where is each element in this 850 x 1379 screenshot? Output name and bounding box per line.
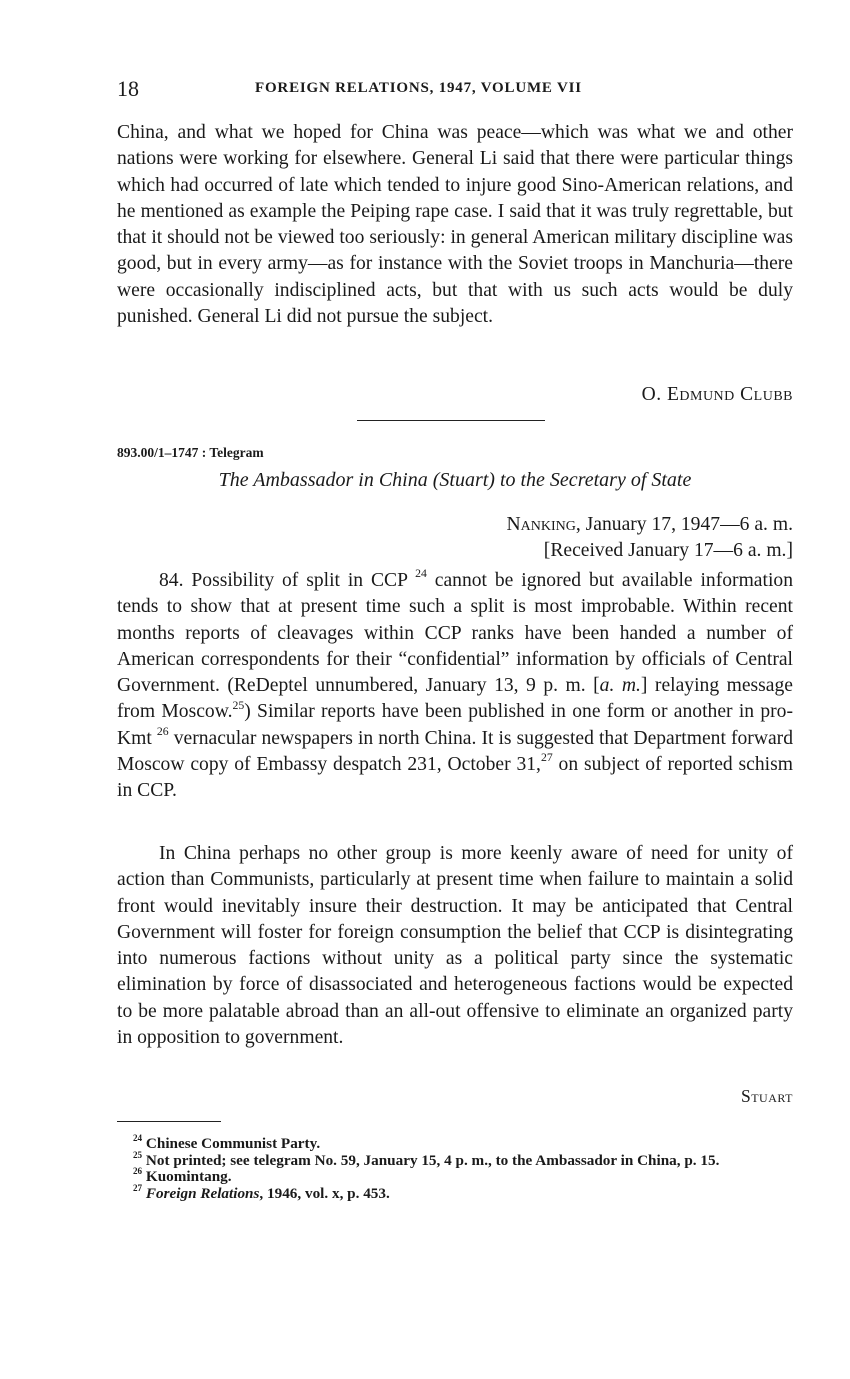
footnote-ref: 24 [415, 567, 427, 581]
footnote-number: 27 [133, 1182, 143, 1193]
received-line: [Received January 17—6 a. m.] [543, 540, 793, 561]
telegram-paragraph-2 [117, 841, 793, 1051]
paragraph-text: In China perhaps no other group is more keenly aware of need for unity of action than Communists, particularly at present time when failure to maintain a solid front would inevitably insure their destruction. It may be anticipated that Central Government will foster for foreign consumption the belief that CCP is disintegrating into numerous factions without unity as a political party since the systematic elimination by force of disassociated and heterogeneous factions would be expected to be more palatable abroad than an all-out offensive to eliminate an organized party in opposition to government. [117, 843, 793, 1049]
text-run: on subject of reported schism in CCP. [117, 754, 793, 802]
footnotes [117, 1133, 793, 1202]
text-run: 84. Possibility of split in CCP [159, 570, 416, 591]
text-run: ] relaying message from Moscow. [117, 675, 793, 723]
footnote-ref: 25 [232, 698, 245, 712]
footnote-text: Kuomintang. [145, 1168, 232, 1185]
footnote-27 [117, 1182, 793, 1203]
text-run: cannot be ignored but available information tends to show that at present time such a split is most improbable. Within recent months reports of cleavages within CCP ranks have been handed a number of American correspondents for their “confidential” information by officials of Central Government. (ReDeptel unnumbered, January 13, 9 p. m. [ [117, 570, 793, 697]
footnote-ref: 27 [540, 751, 553, 765]
text-run: ) Similar reports have been published in one form or another in pro-Kmt [117, 701, 793, 749]
file-number: 893.00/1–1747 : Telegram [117, 445, 264, 460]
text-run-italic: a. m. [599, 675, 641, 697]
text-run: vernacular newspapers in north China. It is suggested that Department forward Moscow copy of Embassy despatch 231, October 31, [117, 727, 793, 776]
footnote-divider [117, 1121, 221, 1122]
footnote-number: 25 [133, 1149, 143, 1160]
dateline-date: , January 17, 1947—6 a. m. [575, 514, 793, 535]
telegram-paragraph-1 [117, 568, 793, 805]
footnote-ref: 26 [156, 725, 169, 739]
running-head: FOREIGN RELATIONS, 1947, VOLUME VII [255, 80, 582, 96]
footnote-25 [117, 1149, 793, 1170]
paragraph-text [117, 568, 793, 805]
footnote-text: , 1946, vol. x, p. 453. [259, 1184, 390, 1202]
footnote-24 [117, 1133, 793, 1153]
signature-clubb: O. Edmund Clubb [641, 384, 793, 405]
footnote-number: 24 [133, 1133, 143, 1144]
document-title: The Ambassador in China (Stuart) to the Secretary of State [218, 469, 692, 491]
dateline-place: Nanking [506, 514, 576, 535]
section-divider [357, 420, 545, 421]
signature-stuart: Stuart [740, 1086, 793, 1106]
page-number: 18 [117, 76, 139, 101]
footnote-26 [117, 1166, 793, 1186]
paragraph-text: China, and what we hoped for China was peace—which was what we and other nations were working for elsewhere. General Li said that there were particular things which had occurred of late which tended to injure good Sino-American relations, and he mentioned as example the Peiping rape case. I said that it was truly regrettable, but that it should not be viewed too seriously: in general American military discipline was good, but in every army—as for instance with the Soviet troops in Manchuria—there were occasionally indisciplined acts, but that with us such acts would be duly punished. General Li did not pursue the subject. [117, 122, 793, 328]
footnote-number: 26 [133, 1166, 143, 1177]
page-header [117, 76, 793, 106]
footnote-text-italic: Foreign Relations [145, 1184, 260, 1202]
dateline [506, 514, 793, 536]
continued-paragraph [117, 120, 793, 330]
footnote-text: Not printed; see telegram No. 59, January 15, 4 p. m., to the Ambassador in China, p. 15. [145, 1151, 720, 1169]
footnote-text: Chinese Communist Party. [145, 1135, 321, 1152]
